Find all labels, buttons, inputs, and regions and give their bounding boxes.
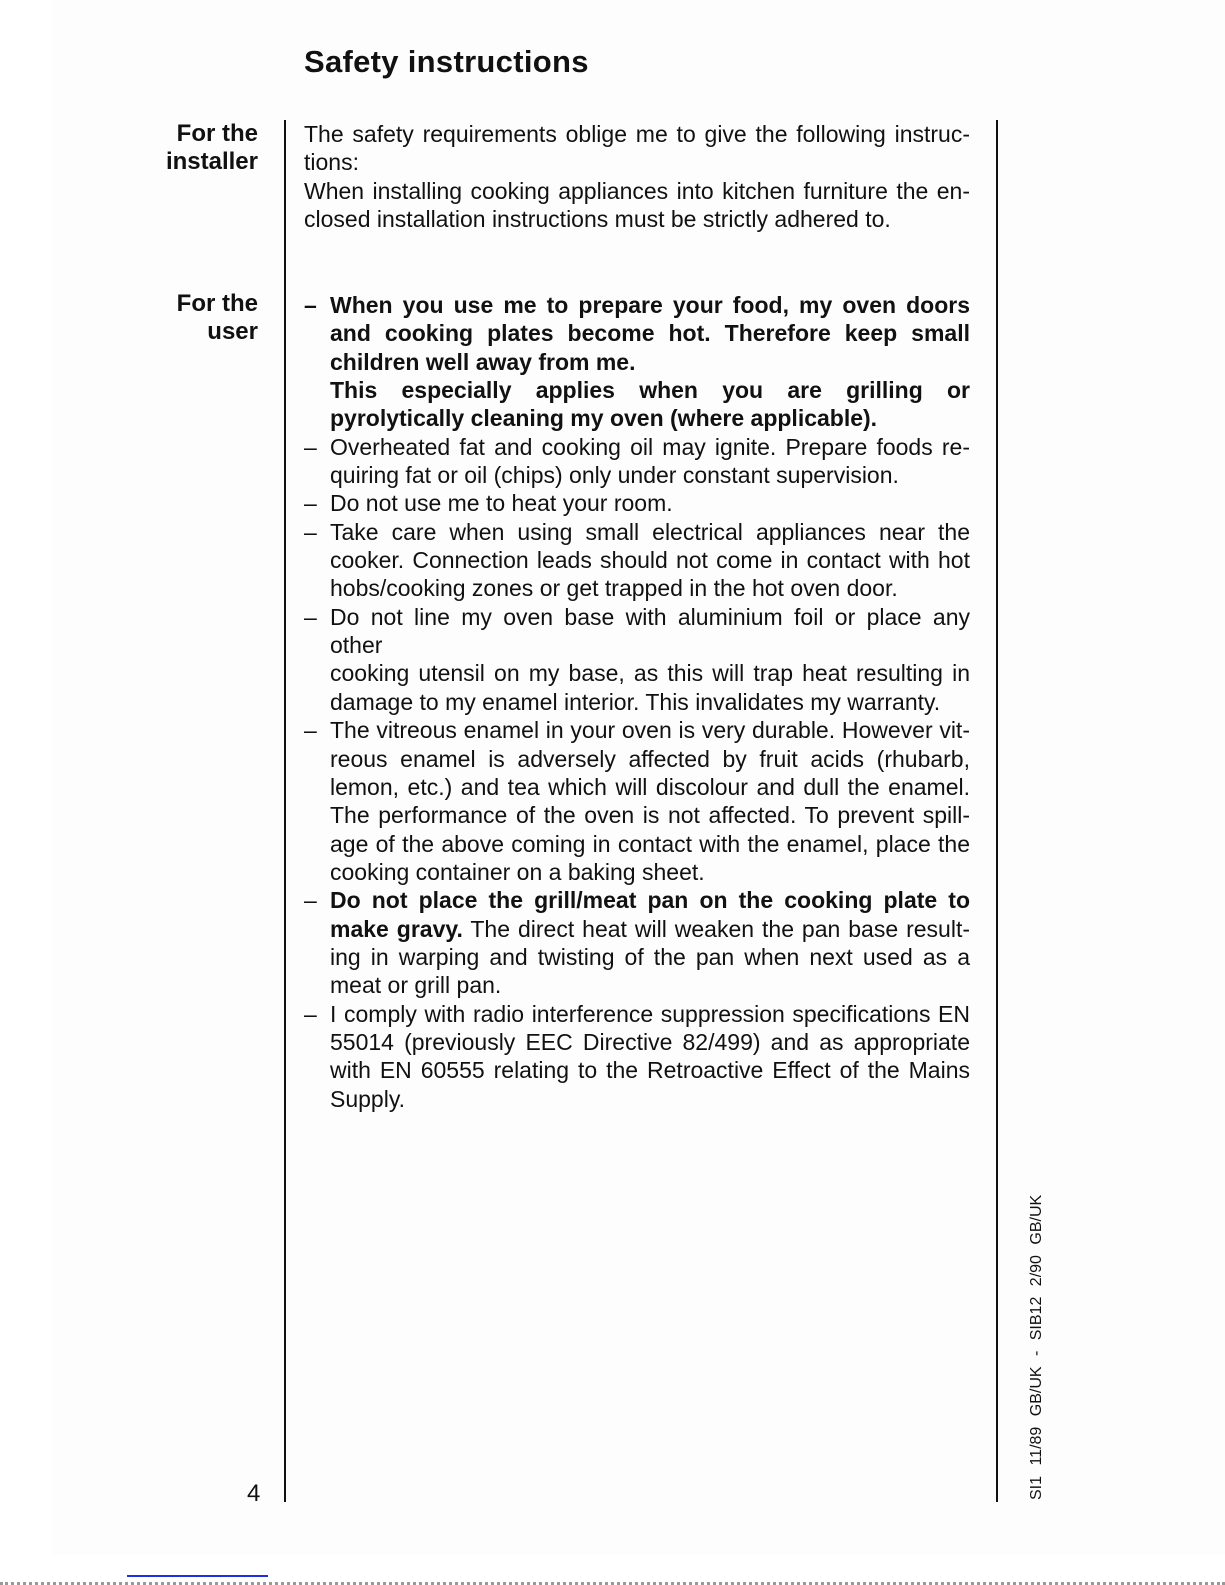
dash-bullet: – — [304, 603, 317, 630]
section-label-installer — [58, 120, 258, 177]
bold-text: When you use me to prepare your food, my oven doors — [330, 292, 970, 318]
text-line — [304, 120, 970, 148]
dash-bullet: – — [304, 433, 317, 460]
text-line — [304, 205, 970, 233]
text-line — [330, 971, 970, 999]
text-line — [330, 404, 970, 432]
text-line — [330, 858, 970, 886]
label-line: For the — [176, 120, 258, 147]
body-text: I comply with radio interference suppression specifications EN — [330, 1000, 970, 1027]
label-line: user — [207, 318, 258, 346]
bold-text: children well away from me. — [330, 348, 636, 375]
text-line — [330, 773, 970, 801]
body-text: ing in warping and twisting of the pan when next used as a — [330, 943, 970, 970]
bold-text: and cooking plates become hot. Therefore keep small — [330, 320, 970, 347]
body-text: The vitreous enamel in your oven is very durable. However vit- — [330, 717, 970, 744]
text-line — [304, 148, 970, 176]
text-line — [330, 319, 970, 347]
installer-text — [304, 120, 970, 233]
text-line — [330, 1056, 970, 1084]
text-line — [304, 177, 970, 205]
text-line — [330, 943, 970, 971]
left-rule — [284, 120, 286, 1502]
dash-bullet: – — [304, 518, 317, 545]
bold-text: pyrolytically cleaning my oven (where applicable). — [330, 405, 878, 432]
list-item — [304, 716, 970, 886]
body-text: meat or grill pan. — [330, 972, 502, 999]
text-line — [330, 376, 970, 404]
text-line — [330, 886, 970, 914]
body-text: quiring fat or oil (chips) only under constant supervision. — [330, 462, 899, 489]
list-item — [304, 433, 970, 490]
dash-bullet: – — [304, 490, 317, 517]
dash-bullet: – — [304, 292, 317, 318]
text-line — [330, 1028, 970, 1056]
text-line — [330, 348, 970, 376]
body-text: closed installation instructions must be strictly adhered to. — [304, 206, 891, 233]
text-line — [330, 1085, 970, 1113]
text-line — [330, 603, 970, 660]
section-label-user — [58, 290, 258, 347]
body-text: cooker. Connection leads should not come in contact with hot — [330, 547, 970, 574]
body-text: damage to my enamel interior. This invalidates my warranty. — [330, 688, 941, 715]
body-text: Supply. — [330, 1085, 406, 1112]
right-rule — [996, 120, 998, 1502]
text-line — [330, 830, 970, 858]
body-text: Overheated fat and cooking oil may ignite. Prepare foods re- — [330, 433, 970, 460]
label-line: For the — [176, 290, 258, 317]
dash-bullet: – — [304, 887, 317, 914]
text-line — [330, 291, 970, 319]
underline-artifact — [127, 1575, 268, 1577]
text-line — [330, 546, 970, 574]
list-item — [304, 291, 970, 433]
bold-text: Do not place the grill/meat pan on the cooking plate to — [330, 887, 970, 914]
text-line — [330, 915, 970, 943]
list-item — [304, 518, 970, 603]
dash-bullet: – — [304, 717, 317, 744]
dash-bullet: – — [304, 1000, 317, 1027]
body-text: 55014 (previously EEC Directive 82/499) and as appropriate — [330, 1028, 970, 1055]
body-text: Do not line my oven base with aluminium foil or place any other — [330, 603, 970, 659]
bold-text: This especially applies when you are grilling or — [330, 377, 970, 404]
body-text: The performance of the oven is not affected. To prevent spill- — [330, 802, 970, 829]
text-line — [330, 433, 970, 461]
list-item — [304, 603, 970, 716]
body-text: tions: — [304, 149, 359, 176]
page-number: 4 — [247, 1480, 261, 1507]
text-line — [330, 574, 970, 602]
text-line — [330, 659, 970, 687]
text-line — [330, 461, 970, 489]
body-text: Take care when using small electrical appliances near the — [330, 518, 970, 545]
text-line — [330, 1000, 970, 1028]
body-text: cooking container on a baking sheet. — [330, 858, 705, 885]
body-text: reous enamel is adversely affected by fruit acids (rhubarb, — [330, 745, 970, 772]
body-text: age of the above coming in contact with the enamel, place the — [330, 830, 970, 857]
text-line — [330, 688, 970, 716]
page-title: Safety instructions — [304, 44, 589, 79]
list-item — [304, 886, 970, 999]
body-text: lemon, etc.) and tea which will discolour and dull the enamel. — [330, 773, 970, 800]
document-code: SI1 11/89 GB/UK - SIB12 2/90 GB/UK — [1028, 1194, 1045, 1500]
body-text: Do not use me to heat your room. — [330, 490, 673, 517]
user-instructions-list — [304, 291, 970, 1113]
body-text: hobs/cooking zones or get trapped in the hot oven door. — [330, 575, 898, 602]
body-text: The safety requirements oblige me to give the following instruc- — [304, 121, 970, 147]
label-line: installer — [165, 148, 258, 176]
bold-text: make gravy. — [330, 915, 463, 942]
text-line — [330, 489, 970, 517]
text-line — [330, 518, 970, 546]
body-text: with EN 60555 relating to the Retroactive Effect of the Mains — [330, 1057, 970, 1084]
body-text: When installing cooking appliances into kitchen furniture the en- — [304, 177, 970, 204]
text-line — [330, 801, 970, 829]
text-line — [330, 716, 970, 744]
body-text: The direct heat will weaken the pan base result- — [462, 915, 970, 942]
text-line — [330, 745, 970, 773]
list-item — [304, 1000, 970, 1113]
body-text: cooking utensil on my base, as this will trap heat resulting in — [330, 660, 970, 687]
list-item — [304, 489, 970, 517]
